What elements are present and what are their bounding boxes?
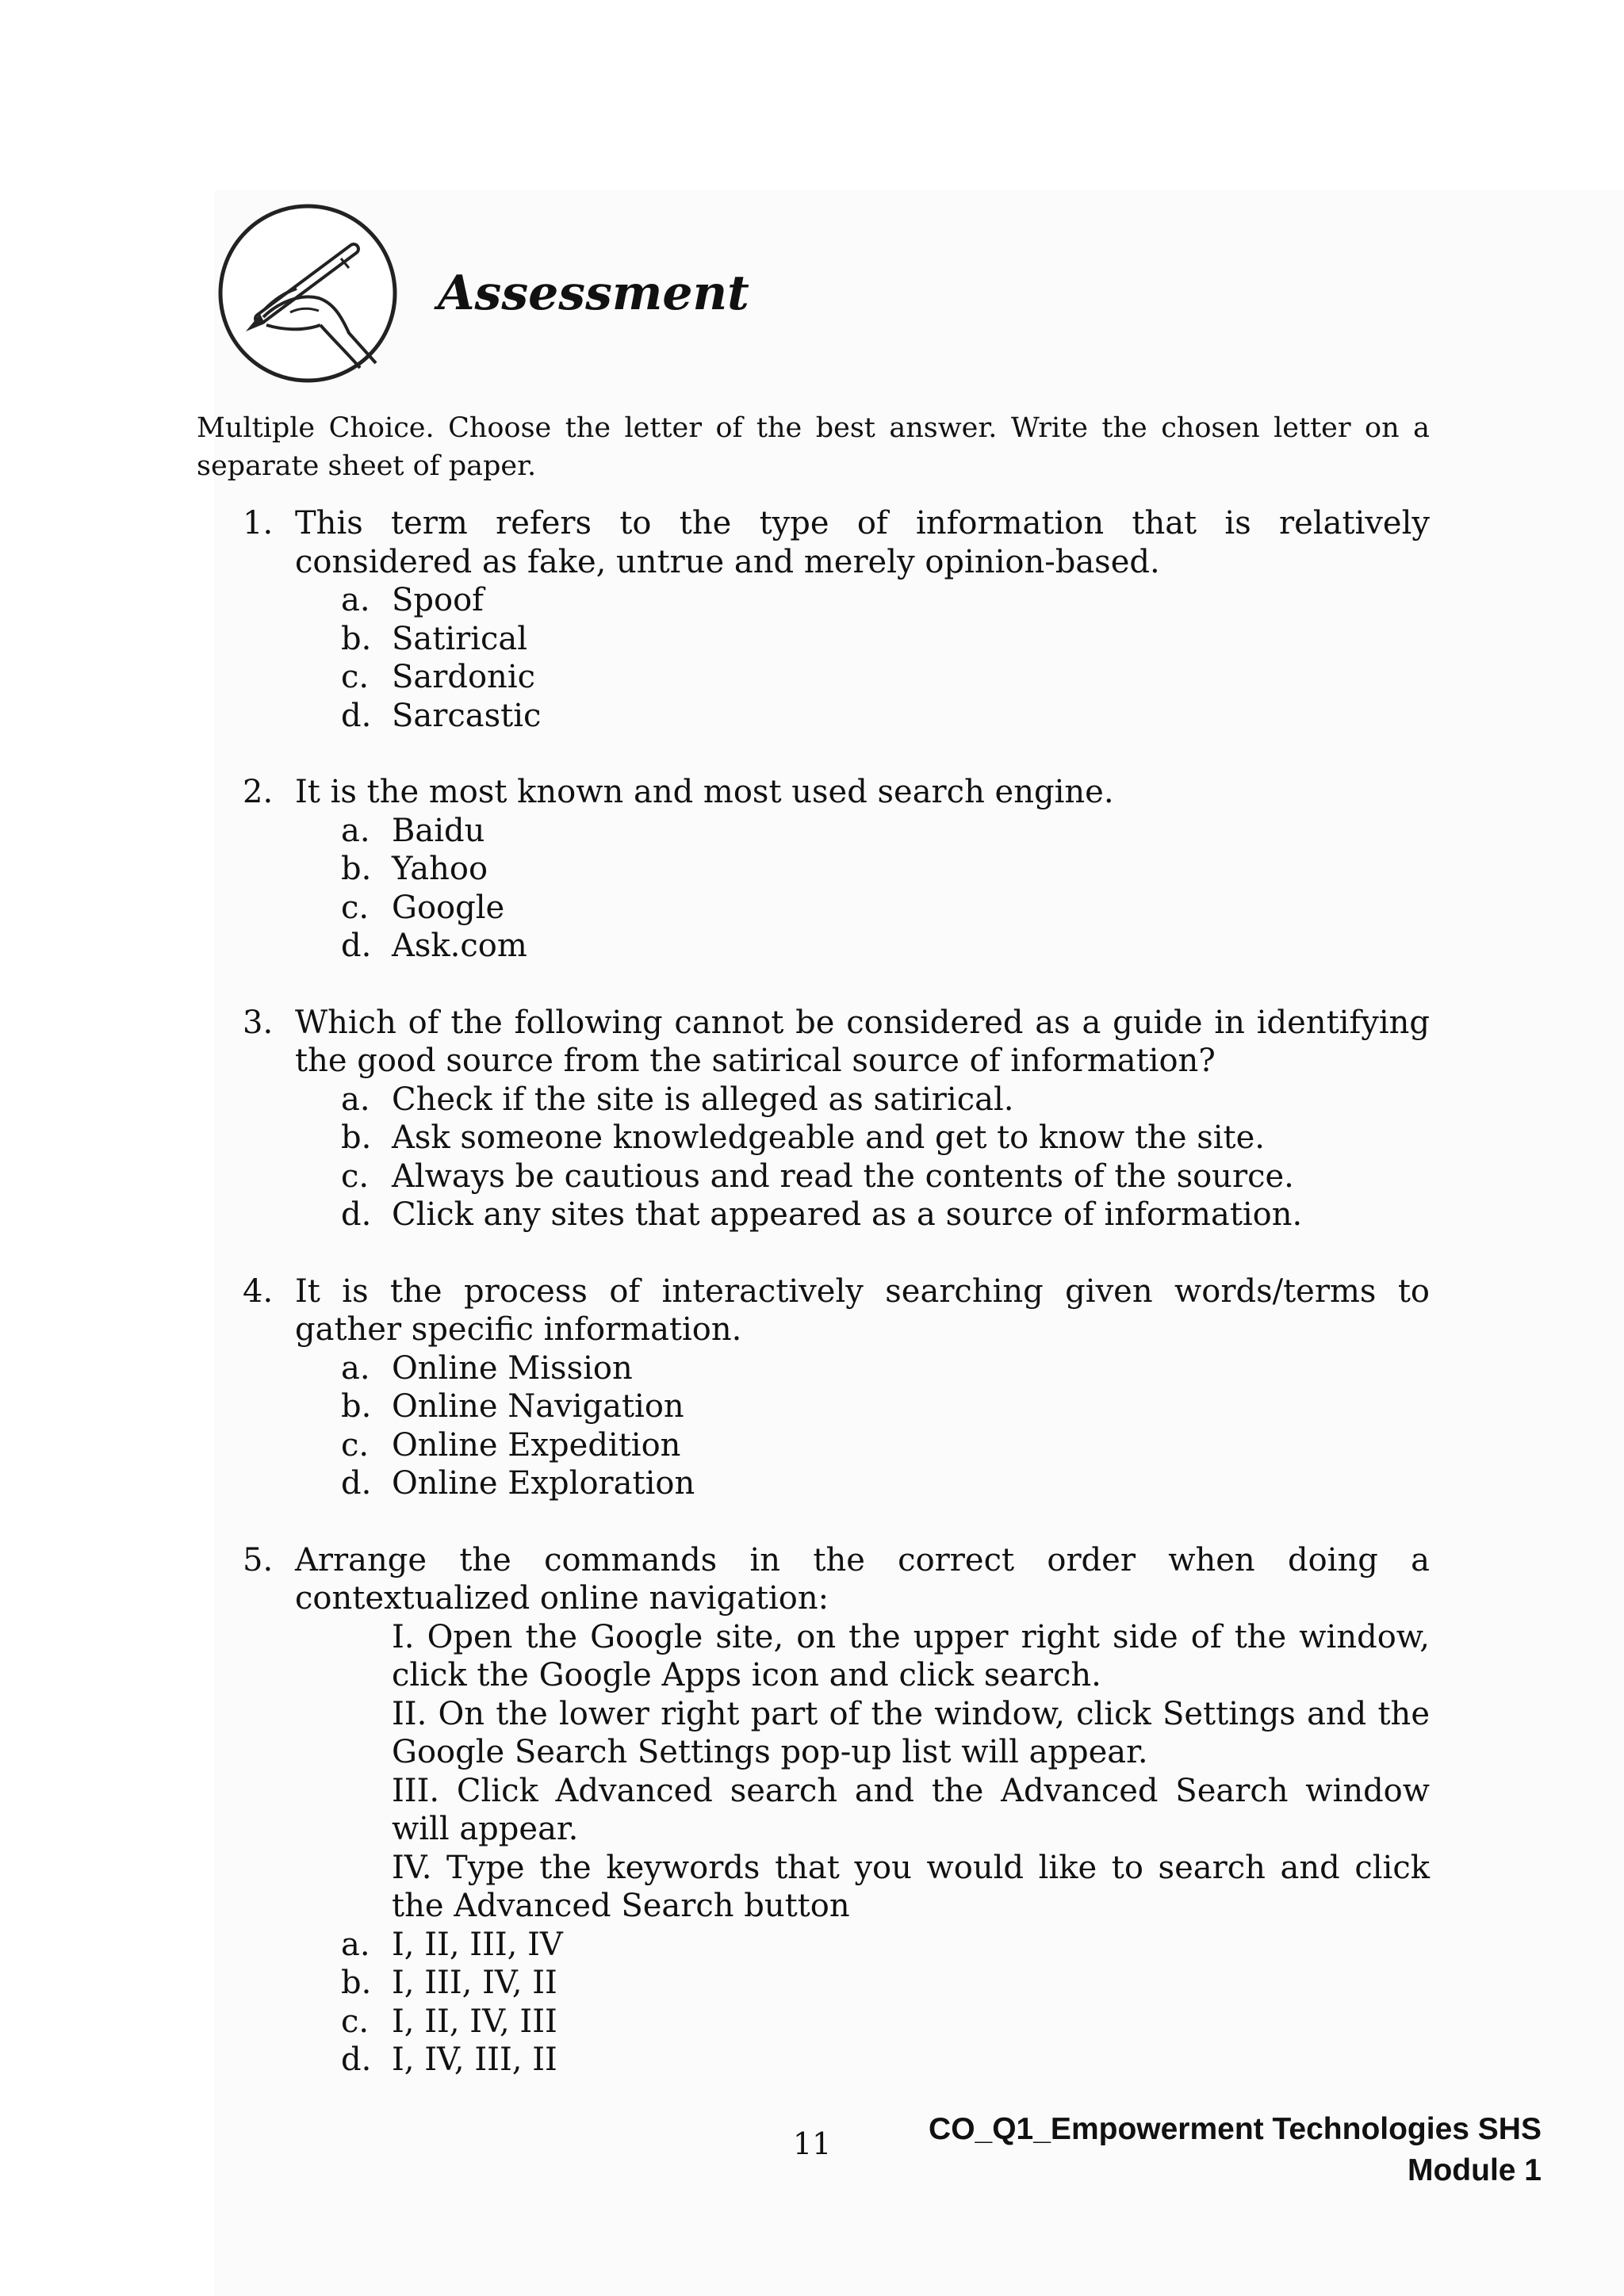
- option-letter: b.: [341, 1119, 372, 1156]
- option-list: [243, 1926, 1430, 2080]
- option-b: [341, 850, 1430, 889]
- option-text: Online Navigation: [392, 1388, 684, 1425]
- hand-writing-with-pencil-icon: [214, 200, 401, 387]
- option-b: [341, 1119, 1430, 1158]
- step-item: III. Click Advanced search and the Advanced Search window will appear.: [392, 1772, 1430, 1847]
- option-text: I, IV, III, II: [392, 2042, 557, 2078]
- step-item: IV. Type the keywords that you would like to search and click the Advanced Search button: [392, 1849, 1430, 1924]
- option-letter: d.: [341, 1196, 372, 1233]
- option-text: Google: [392, 889, 505, 926]
- option-letter: a.: [341, 1926, 370, 1963]
- question-text: It is the most known and most used search engine.: [295, 774, 1114, 810]
- option-letter: a.: [341, 812, 370, 849]
- option-letter: d.: [341, 928, 372, 964]
- option-letter: b.: [341, 620, 372, 657]
- option-b: [341, 620, 1430, 659]
- option-list: [243, 1349, 1430, 1503]
- question-number: 2.: [243, 774, 274, 810]
- footer-module-label: [929, 2109, 1542, 2191]
- option-list: [243, 812, 1430, 966]
- option-text: Sardonic: [392, 659, 536, 695]
- option-text: I, II, IV, III: [392, 2003, 557, 2040]
- question-3: [243, 1004, 1430, 1234]
- footer-module-line: Module 1: [1407, 2153, 1542, 2187]
- question-number: 3.: [243, 1004, 274, 1041]
- option-letter: c.: [341, 659, 370, 695]
- footer-course-line: CO_Q1_Empowerment Technologies SHS: [929, 2112, 1542, 2146]
- question-number: 1.: [243, 505, 274, 541]
- question-text: This term refers to the type of information that is relatively considered as fake, untrue and merely opinion-based.: [295, 505, 1430, 580]
- option-text: Yahoo: [392, 851, 488, 887]
- option-letter: a.: [341, 1349, 370, 1387]
- option-text: Ask someone knowledgeable and get to know the site.: [392, 1119, 1266, 1156]
- question-number: 5.: [243, 1541, 274, 1578]
- option-text: Ask.com: [392, 928, 527, 964]
- page-number: 11: [793, 2126, 832, 2161]
- option-text: Satirical: [392, 620, 528, 657]
- question-1: [243, 504, 1430, 735]
- option-text: Online Exploration: [392, 1465, 695, 1502]
- option-text: Online Mission: [392, 1349, 633, 1387]
- option-letter: c.: [341, 1158, 370, 1195]
- option-d: [341, 1464, 1430, 1503]
- question-4: [243, 1272, 1430, 1503]
- option-d: [341, 697, 1430, 736]
- option-c: [341, 1426, 1430, 1465]
- question-text: It is the process of interactively searching given words/terms to gather specific information.: [295, 1272, 1430, 1348]
- question-number: 4.: [243, 1272, 274, 1310]
- option-d: [341, 2041, 1430, 2080]
- option-text: Online Expedition: [392, 1426, 681, 1464]
- option-letter: c.: [341, 2003, 370, 2040]
- step-item: I. Open the Google site, on the upper right side of the window, click the Google Apps icon and click search.: [392, 1618, 1430, 1693]
- option-text: Sarcastic: [392, 697, 542, 734]
- option-a: [341, 1081, 1430, 1119]
- option-list: [243, 1081, 1430, 1234]
- question-2: [243, 773, 1430, 966]
- option-text: Spoof: [392, 582, 484, 618]
- option-a: [341, 1349, 1430, 1388]
- step-list: [243, 1618, 1430, 1926]
- option-text: Check if the site is alleged as satirical.: [392, 1081, 1014, 1118]
- option-list: [243, 581, 1430, 735]
- option-b: [341, 1387, 1430, 1426]
- option-c: [341, 658, 1430, 697]
- question-text: Which of the following cannot be considered as a guide in identifying the good source from the satirical source of information?: [295, 1004, 1430, 1079]
- option-letter: d.: [341, 2042, 372, 2078]
- option-a: [341, 1926, 1430, 1965]
- option-letter: a.: [341, 582, 370, 618]
- option-letter: c.: [341, 889, 370, 926]
- option-letter: d.: [341, 1465, 372, 1502]
- page-title: Assessment: [438, 266, 749, 321]
- option-text: Click any sites that appeared as a source of information.: [392, 1196, 1303, 1233]
- option-text: I, III, IV, II: [392, 1965, 557, 2001]
- question-text: Arrange the commands in the correct order when doing a contextualized online navigation:: [295, 1541, 1430, 1617]
- option-letter: c.: [341, 1426, 370, 1464]
- option-a: [341, 581, 1430, 620]
- option-text: I, II, III, IV: [392, 1926, 563, 1963]
- option-letter: b.: [341, 851, 372, 887]
- option-d: [341, 1196, 1430, 1234]
- option-text: Baidu: [392, 812, 485, 849]
- question-list: [243, 504, 1430, 2118]
- option-c: [341, 889, 1430, 928]
- option-text: Always be cautious and read the contents of the source.: [392, 1158, 1294, 1195]
- instructions-text: Multiple Choice. Choose the letter of the best answer. Write the chosen letter on a separate sheet of paper.: [197, 412, 1430, 482]
- option-letter: a.: [341, 1081, 370, 1118]
- option-c: [341, 1158, 1430, 1196]
- option-letter: b.: [341, 1965, 372, 2001]
- option-c: [341, 2003, 1430, 2042]
- option-letter: d.: [341, 697, 372, 734]
- section-header: [214, 198, 749, 388]
- option-d: [341, 927, 1430, 966]
- step-item: II. On the lower right part of the window, click Settings and the Google Search Settings pop-up list will appear.: [392, 1695, 1430, 1770]
- question-5: [243, 1541, 1430, 2080]
- option-letter: b.: [341, 1388, 372, 1425]
- option-b: [341, 1964, 1430, 2003]
- option-a: [341, 812, 1430, 851]
